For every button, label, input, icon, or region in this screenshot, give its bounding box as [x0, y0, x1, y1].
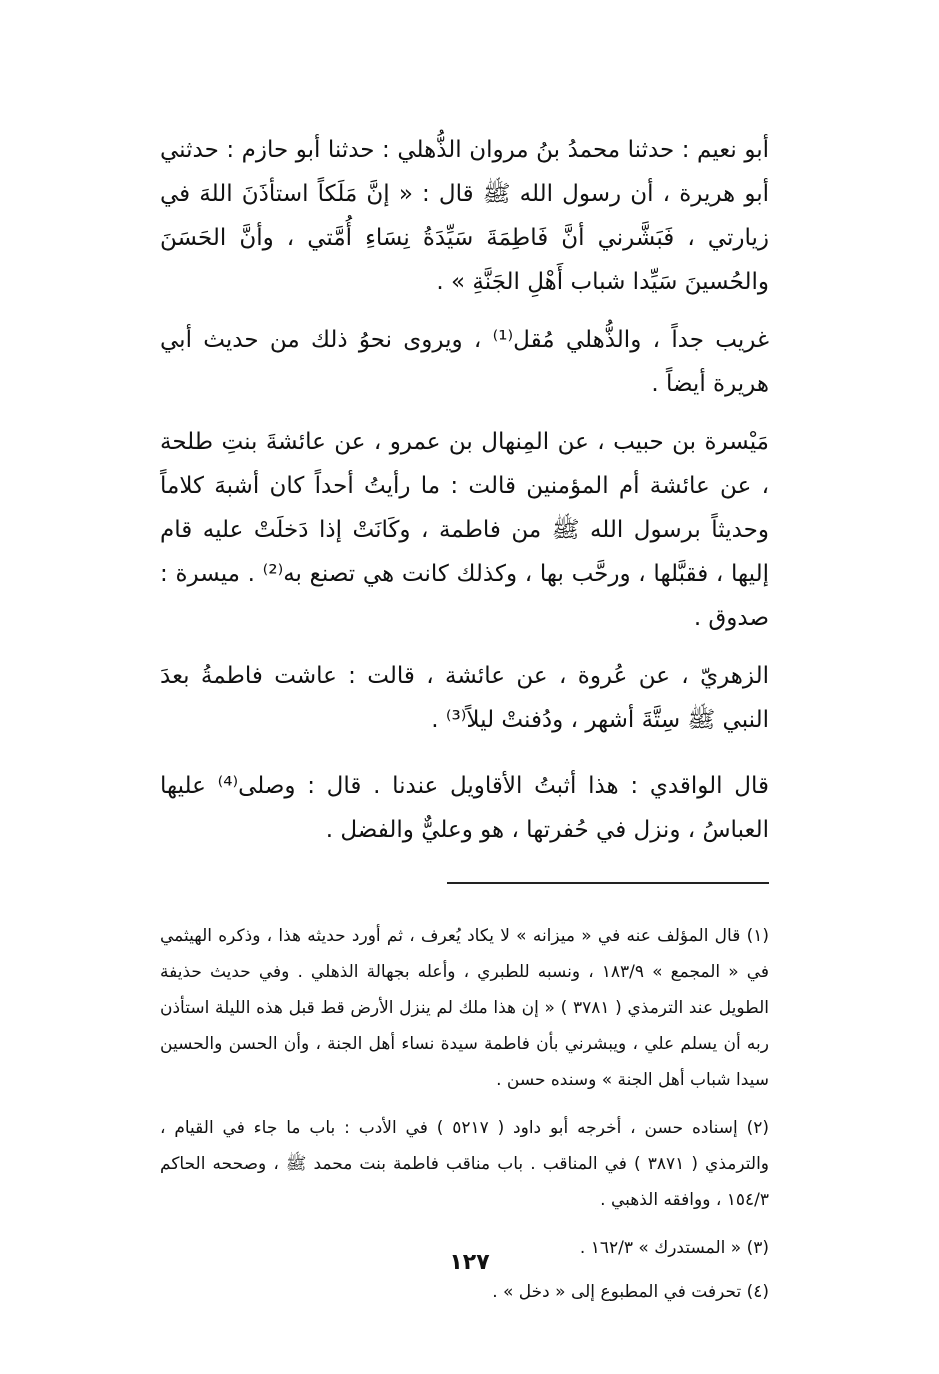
footnote-3: (٣) « المستدرك » ١٦٢/٣ . [579, 1238, 769, 1258]
page-number: ١٢٧ [449, 1250, 490, 1275]
footnote-4: (٤) تحرفت في المطبوع إلى « دخل » . [492, 1282, 769, 1302]
footnote-2: (٢) إسناده حسن ، أخرجه أبو داود ( ٥٢١٧ ) في الأدب : باب ما جاء في القيام ، والترمذي ( ٣٨٧١ ) في المناقب . باب مناقب فاطمة بنت محمد ﷺ ، وصححه الحاكم ١٥٤/٣ ، ووافقه الذهبي . [160, 1118, 769, 1210]
paragraph-hadith-maysara: مَيْسرة بن حبيب ، عن المِنهال بن عمرو ، عن عائشةَ بنتِ طلحة ، عن عائشة أم المؤمنين قالت : ما رأيتُ أحداً كان أشبهَ كلاماً وحديثاً برسول الله ﷺ من فاطمة ، وكَانَتْ إذا دَخلَتْ عليه قام إليها ، فقبَّلها ، ورحَّب بها ، وكذلك كانت هي تصنع به⁽²⁾ . ميسرة : صدوق . [160, 429, 769, 631]
paragraph-hadith-zuhri: الزهريّ ، عن عُروة ، عن عائشة ، قالت : عاشت فاطمةُ بعدَ النبي ﷺ سِتَّةَ أشهر ، ودُفنتْ ليلاً⁽³⁾ . [160, 663, 769, 733]
paragraph-waqidi: قال الواقدي : هذا أثبتُ الأقاويل عندنا . قال : وصلى⁽⁴⁾ عليها العباسُ ، ونزل في حُفرتها ، هو وعليٌّ والفضل . [160, 773, 769, 843]
paragraph-hadith-abu-nuaym: أبو نعيم : حدثنا محمدُ بنُ مروان الذُّهلي : حدثنا أبو حازم : حدثني أبو هريرة ، أن رسول الله ﷺ قال : « إنَّ مَلَكاً استأذَنَ اللهَ في زيارتي ، فَبَشَّرني أنَّ فَاطِمَةَ سَيِّدَةُ نِسَاءِ أُمَّتي ، وأنَّ الحَسَنَ والحُسينَ سَيِّدا شباب أَهْلِ الجَنَّةِ » . [160, 137, 769, 295]
paragraph-gharib-comment: غريب جداً ، والذُّهلي مُقل⁽¹⁾ ، ويروى نحوُ ذلك من حديث أبي هريرة أيضاً . [160, 327, 769, 397]
main-text [160, 128, 769, 852]
footnote-1: (١) قال المؤلف عنه في « ميزانه » لا يكاد يُعرف ، ثم أورد حديثه هذا ، وذكره الهيثمي في « المجمع » ١٨٣/٩ ، ونسبه للطبري ، وأعله بجهالة الذهلي . وفي حديث حذيفة الطويل عند الترمذي ( ٣٧٨١ ) « إن هذا ملك لم ينزل الأرض قط قبل هذه الليلة استأذن ربه أن يسلم علي ، ويبشرني بأن فاطمة سيدة نساء أهل الجنة ، وأن الحسن والحسين سيدا شباب أهل الجنة » وسنده حسن . [160, 926, 769, 1090]
footnote-divider [447, 882, 769, 884]
